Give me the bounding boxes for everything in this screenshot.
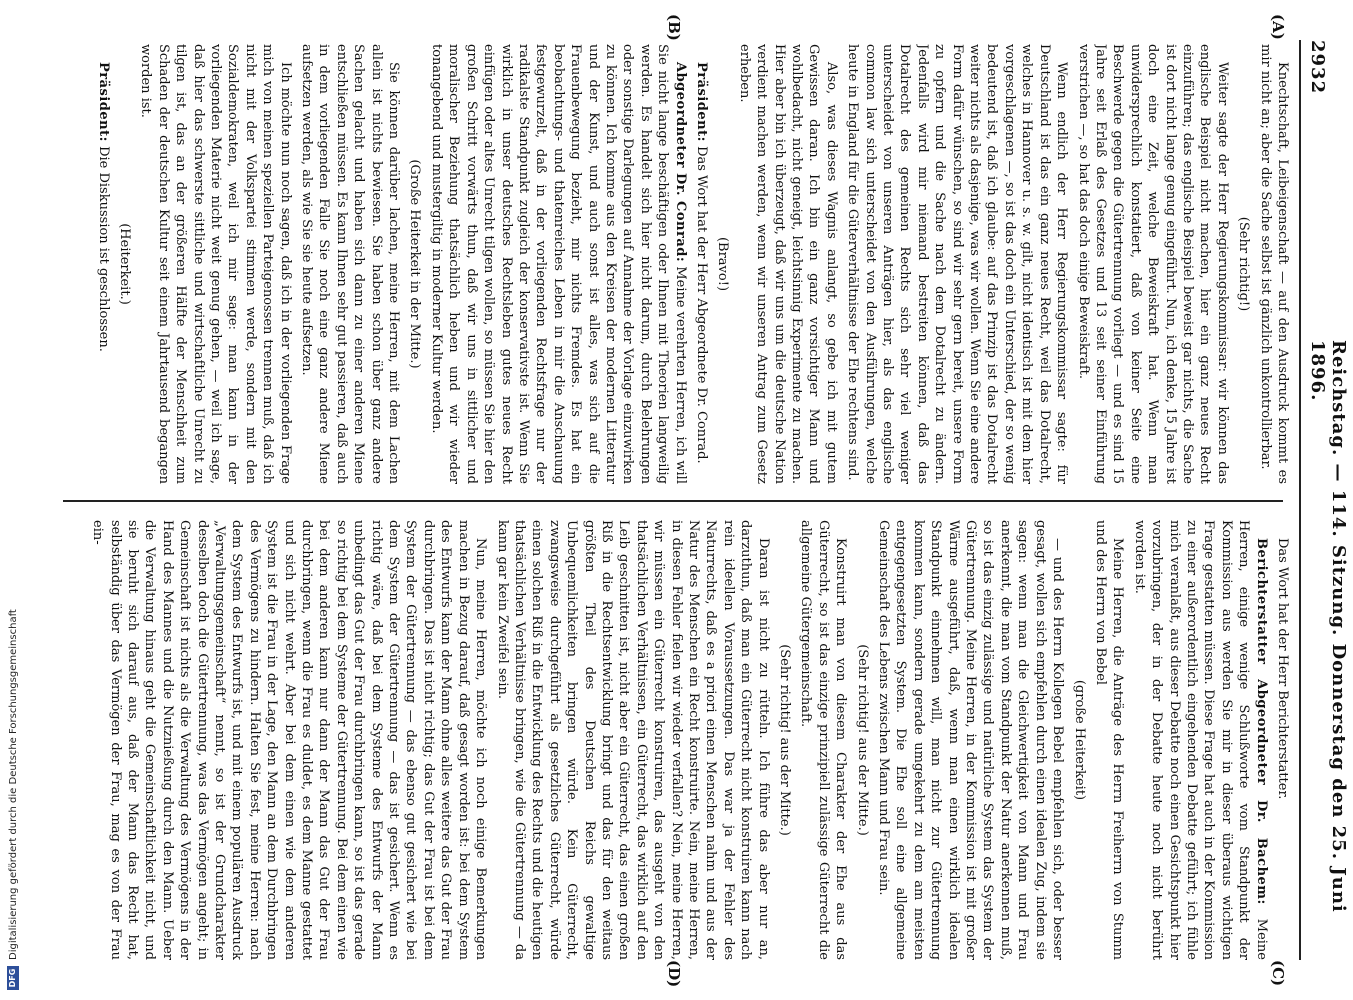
speaker-label: Präsident: — [694, 62, 709, 142]
speech-text: Die Diskussion ist geschlossen. — [95, 146, 111, 352]
page-title: Reichstag. — 114. Sitzung. Donnerstag den 25. Juni 1896. — [1307, 340, 1349, 913]
paragraph: — und des Herrn Kollegen Bebel empfehlen sich, oder besser gesagt, wollen sich empfehlen durch einen idealen Zug, indem sie sagen: wenn man die Gleichwertigkeit von Mann und Frau anerkennt, die man vom Standpunkt der Natur anerkennen muß, so ist das einzig zulässige und natürliche System das System der Gütertrennung. Meine Herren, in der Kommission ist mit großer Wärme ausgeführt, daß, wenn man einen wirklich idealen Standpunkt einnehmen will, man nicht zur Gütertrennung kommen kann, sondern gerade umgekehrt zu dem am meisten entgegengesetzten System. Die Ehe soll eine allgemeine Gemeinschaft des Lebens zwischen Mann und Frau sein. — [876, 520, 1066, 960]
paragraph: Wenn endlich der Herr Regierungskommissar sagte: für Deutschland ist das ein ganz neues Recht, weil das Dotalrecht, welches in Hannover u. s. w. gilt, nicht identisch ist mit dem hier vorgeschlagenen —, so ist das doch ein Unterschied, der so wenig bedeutend ist, daß ich glaube: auf das Prinzip ist das Dotalrecht weiter nichts als dasjenige, was wir wollen. Wenn Sie eine andere Form dafür wünschen, so sind wir sehr gern bereit, unsere Form zu opfern und die Sache nach dem Dotalrecht zu ändern. Jedenfalls wird mir niemand bestreiten können, daß das Dotalrecht des gemeinen Rechts sich sehr viel weniger unterscheidet von unseren Anträgen hier, als das englische common law sich unterscheidet von den Ausführungen, welche heute in England für die Güterverhältnisse der Ehe rechtens sind. — [845, 44, 1070, 484]
stage-direction: (Sehr richtig! aus der Mitte.) — [854, 644, 870, 836]
speaker-label: Berichterstatter Abgeordneter Dr. Bachem: — [1253, 538, 1269, 905]
speaker-label: Präsident: — [95, 62, 111, 142]
speech-text: Das Wort hat der Herr Abgeordnete Dr. Conrad. — [694, 146, 709, 464]
speech-text: Meine Herren, einige wenige Schlußworte vom Standpunkt der Kommission aus werden Sie mir in dieser überaus wichtigen Frage gestatten müssen. Diese Frage hat auch in der Kommission zu einer außerordentlich eingehenden Debatte geführt; ich fühle mich veranlaßt, aus dieser Debatte noch einen Gesichtspunkt hier vorzubringen, der in der Debatte heute noch nicht berührt worden ist. — [1131, 520, 1269, 960]
paragraph: Knechtschaft, Leibeigenschaft — auf den Ausdruck kommt es mir nicht an; aber die Sache selbst ist gänzlich unkontrollierbar. — [1257, 44, 1290, 484]
margin-mark-c: (C) — [1269, 960, 1287, 987]
stage-direction: (Heiterkeit.) — [117, 223, 132, 305]
stage-direction: (Sehr richtig!) — [1236, 216, 1252, 312]
paragraph: Ich möchte nun noch sagen, daß ich in der vorliegenden Frage mich von meinen speziellen Parteigenossen trennen muß, daß ich nicht mit der Volkspartei stimmen werde, sondern mit den Sozialdemokraten, weil ich mir sage: man kann in der vorliegenden Materie nicht weit genug gehen, — weil ich sage, daß hier das schwerste sittliche und wirtschaftliche Unrecht zu tilgen ist, das an der größeren Hälfte der Menschheit zum Schaden der deutschen Kultur seit einem Jahrtausend begangen worden ist. — [138, 44, 293, 484]
left-column — [51, 44, 1291, 484]
paragraph: Sie können darüber lachen, meine Herren, mit dem Lachen allein ist nichts bewiesen. Sie haben schon über ganz andere Sachen gelacht und haben sich dann zu einer anderen Miene entschließen müssen. Es kann Ihnen sehr gut passieren, daß auch in dem vorliegenden Falle Sie noch eine ganz andere Miene aufsetzen werden, als wie Sie sie heute aufsetzen. — [299, 44, 402, 484]
margin-mark-d: (D) — [665, 960, 683, 988]
margin-mark-a: (A) — [1269, 14, 1287, 40]
paragraph: Das Wort hat der Herr Berichterstatter. — [1275, 538, 1290, 800]
dfg-logo: DFG — [7, 966, 19, 990]
margin-mark-b: (B) — [665, 14, 683, 41]
paragraph: Meine Herren, die Anträge des Herrn Freiherrn von Stumm und des Herrn von Bebel — [1092, 520, 1126, 960]
paragraph: Konstruirt man von diesem Charakter der Ehe aus das Güterrecht, so ist das einzige prinzipiell zulässige Güterrecht die allgemeine Gütergemeinschaft. — [798, 520, 849, 960]
speaker-paragraph — [693, 44, 710, 484]
digitization-sidebar — [0, 0, 26, 1000]
speaker-paragraph — [428, 44, 689, 484]
paragraph: Also, was dieses Wagnis anlangt, so gebe ich mit gutem Gewissen daran. Ich bin ein ganz vorsichtiger Mann und wohlbedacht, nicht geneigt, leichtsinnig Experimente zu machen. Hier aber bin ich überzeugt, daß wir uns um die deutsche Nation verdient machen werden, wenn wir unseren Antrag zum Gesetz erheben. — [736, 44, 839, 484]
digitization-credit — [4, 300, 22, 990]
speaker-paragraph — [94, 44, 111, 484]
stage-direction: (Bravo!) — [715, 236, 731, 292]
paragraph: Nun, meine Herren, möchte ich noch einige Bemerkungen machen in Bezug darauf, daß gesagt worden ist: bei dem System des Entwurfs kann der Mann ohne alles weitere das Gut der Frau durchbringen. Das ist nicht richtig; das Gut der Frau ist bei dem System der Gütertrennung — das ebenso gut gesichert wie bei dem System der Gütertrennung — das ist gesichert. Wenn es richtig wäre, daß bei dem Systeme des Entwurfs der Mann unbedingt das Gut der Frau durchbringen kann, so ist das gerade so richtig bei dem Systeme der Gütertrennung. Bei dem einen wie bei dem anderen kann nur dann der Mann das Gut der Frau durchbringen, wenn die Frau es duldet, es dem Manne gestattet und sich nicht wehrt. Aber bei dem einen wie dem anderen System ist die Frau in der Lage, den Mann an dem Durchbringen des Vermögens zu hindern. Halten Sie fest, meine Herren: nach dem System des Entwurfs ist, und mit einem populären Ausdruck „Verwaltungsgemeinschaft“ nennt, so ist der Grundcharakter desselben doch die Gütertrennung, was das Vermögen angeht; in Gemeinschaft ist nichts als die Verwaltung des Vermögens in der Hand des Mannes und die Nutznießung durch den Mann. Ueber die Verwaltung hinaus geht die Gemeinschaftlichkeit nicht, und sie beruht sich darauf aus, daß der Mann das Recht hat, selbständig über das Vermögen der Frau, mag es von der Frau ein- — [90, 520, 489, 960]
page-number: 2932 — [1307, 40, 1328, 95]
right-column — [51, 520, 1291, 960]
paragraph: Weiter sagte der Herr Regierungskommissar: wir können das englische Beispiel nicht machen, hier ein ganz neues Recht einzuführen; das englische Beispiel beweist gar nichts, die Sache ist dort nicht lange genug eingeführt. Nun, ich denke, 15 Jahre ist doch eine Zeit, welche Beweiskraft hat. Wenn man unwidersprechlich konstatiert, daß von keiner Seite eine Beschwerde gegen die Gütertrennung vorliegt — und es sind 15 Jahre seit Erlaß des Gesetzes und 13 seit seiner Einführung verstrichen —, so hat das doch einige Beweiskraft. — [1075, 44, 1230, 484]
paragraph: Daran ist nicht zu rütteln. Ich führe das aber nur an, darzuthun, daß man ein Güterrecht nicht konstruiren kann nach rein ideellen Voraussetzungen. Das war ja der Fehler des Naturrechts, daß es a priori einen Menschen nahm und aus der Natur des Menschen ein Recht konstruirte. Nein, meine Herren, in diesen Fehler fielen wir wieder verfallen? Nein, meine Herren, wir müssen ein Güterrecht konstruiren, das ausgeht von den thatsächlichen Verhältnissen, ein Güterrecht, das wirklich auf den Leib geschnitten ist, nicht aber ein Güterrecht, das einen großen Riß in die Rechtsentwicklung bringt und das für den weitaus größten Theil des Deutschen Reichs gewaltige Unbequemlichkeiten bringen würde. Kein Güterrecht, zwangsweise durchgeführt als gesetzliches Güterrecht, würde einen solchen Riß in die Entwicklung des Rechts und die heutigen thatsächlichen Verhältnisse bringen, wie die Gütertrennung — da kann gar kein Zweifel sein. — [494, 520, 771, 960]
stage-direction: (Große Heiterkeit in der Mitte.) — [407, 159, 423, 369]
credit-text: Digitalisierung gefördert durch die Deutsche Forschungsgemeinschaft — [7, 609, 19, 960]
stage-direction: (große Heiterkeit) — [1071, 679, 1087, 801]
speech-text: Meine verehrten Herren, ich will Sie nicht lange beschäftigen oder Ihnen mit Theorien langweilig werden. Es handelt sich hier nicht darum, durch Belehrungen oder sonstige Darlegungen auf Annahme der Vorlage einzuwirken zu können. Ich komme aus den Kreisen der modernen Litteratur und der Kunst, und auch sonst ist alles, was sich auf die Frauenbewegung bezieht, mir nichts Fremdes. Es hat ein beobachtungs- und thatenreiches Leben in mir die Anschauung festgewurzelt, daß in der vorliegenden Rechtsfrage nur der radikalste Standpunkt zugleich der konservativste ist. Wenn Sie wirklich in unser deutsches Rechtsleben gutes neues Recht einfügen oder altes Unrecht tilgen wollen, so müssen Sie hier den großen Schritt vorwärts thun, daß wir uns in sittlicher und moralischer Beziehung thatsächlich heben und wir wieder tonangebend und mustergiltig in moderner Kultur werden. — [428, 44, 688, 484]
column-divider — [63, 500, 1283, 502]
page-header — [1299, 40, 1349, 960]
speaker-paragraph — [1130, 520, 1269, 960]
speaker-label: Abgeordneter Dr. Conrad: — [672, 62, 688, 263]
stage-direction: (Sehr richtig! aus der Mitte.) — [777, 644, 793, 836]
